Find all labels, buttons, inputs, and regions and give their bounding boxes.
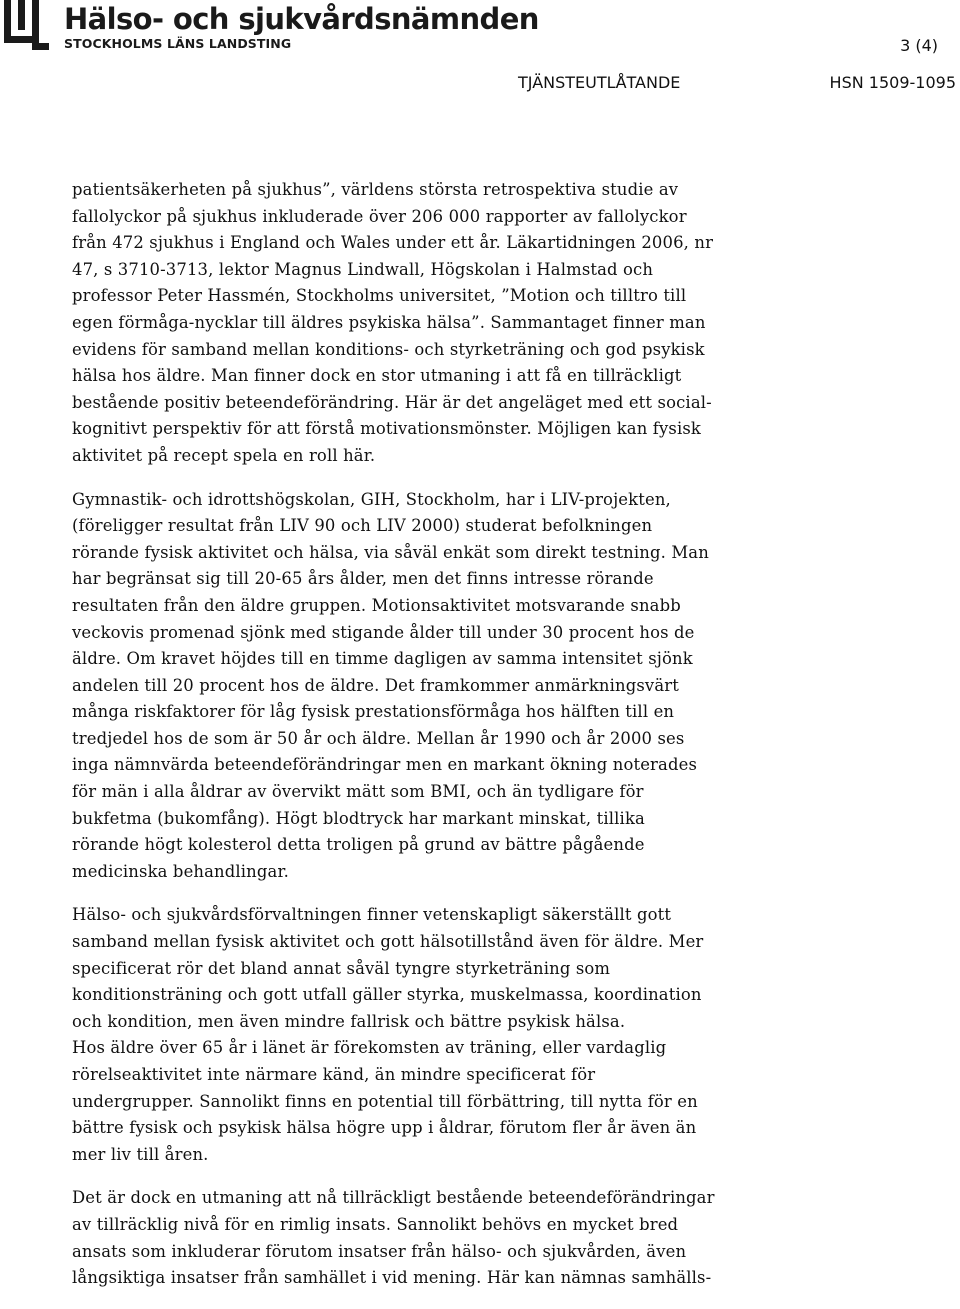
text-line: ansats som inkluderar förutom insatser från hälso- och sjukvården, även xyxy=(72,1241,687,1261)
organization-subtitle: STOCKHOLMS LÄNS LANDSTING xyxy=(64,36,292,51)
text-line: (föreligger resultat från LIV 90 och LIV 2000) studerat befolkningen xyxy=(72,516,653,536)
text-line: Det är dock en utmaning att nå tillräckligt bestående beteendeförändringar xyxy=(72,1188,715,1208)
text-line: bukfetma (bukomfång). Högt blodtryck har markant minskat, tillika xyxy=(72,808,645,828)
text-line: Hälso- och sjukvårdsförvaltningen finner vetenskapligt säkerställt gott xyxy=(72,905,672,925)
text-line: många riskfaktorer för låg fysisk prestationsförmåga hos hälften till en xyxy=(72,702,675,722)
page-number: 3 (4) xyxy=(900,36,938,55)
text-line: evidens för samband mellan konditions- och styrketräning och god psykisk xyxy=(72,339,705,359)
text-line: rörelseaktivitet inte närmare känd, än mindre specificerat för xyxy=(72,1065,596,1084)
text-line: Gymnastik- och idrottshögskolan, GIH, Stockholm, har i LIV-projekten, xyxy=(72,489,671,509)
body-paragraph xyxy=(72,177,772,470)
body-paragraph xyxy=(72,487,772,886)
text-line: konditionsträning och gott utfall gäller styrka, muskelmassa, koordination xyxy=(72,985,702,1005)
text-line: medicinska behandlingar. xyxy=(72,861,289,881)
text-line: bättre fysisk och psykisk hälsa högre upp i åldrar, förutom fler år även än xyxy=(72,1118,697,1138)
text-line: har begränsat sig till 20-65 års ålder, men det finns intresse rörande xyxy=(72,569,654,589)
text-line: andelen till 20 procent hos de äldre. Det framkommer anmärkningsvärt xyxy=(72,675,679,695)
text-line: resultaten från den äldre gruppen. Motionsaktivitet motsvarande snabb xyxy=(72,595,681,615)
text-line: Hos äldre över 65 år i länet är förekomsten av träning, eller vardaglig xyxy=(72,1038,667,1058)
text-line: tredjedel hos de som är 50 år och äldre. Mellan år 1990 och år 2000 ses xyxy=(72,728,685,748)
text-line: hälsa hos äldre. Man finner dock en stor utmaning i att få en tillräckligt xyxy=(72,366,682,386)
body-paragraph xyxy=(72,1185,772,1291)
text-line: fallolyckor på sjukhus inkluderade över 206 000 rapporter av fallolyckor xyxy=(72,206,687,226)
text-line: rörande fysisk aktivitet och hälsa, via såväl enkät som direkt testning. Man xyxy=(72,542,709,562)
document-body xyxy=(72,177,772,1309)
text-line: egen förmåga-nycklar till äldres psykiska hälsa”. Sammantaget finner man xyxy=(72,312,706,332)
text-line: inga nämnvärda beteendeförändringar men en markant ökning noterades xyxy=(72,755,698,775)
text-line: kognitivt perspektiv för att förstå motivationsmönster. Möjligen kan fysisk xyxy=(72,419,701,439)
text-line: patientsäkerheten på sjukhus”, världens största retrospektiva studie av xyxy=(72,180,679,199)
text-line: av tillräcklig nivå för en rimlig insats. Sannolikt behövs en mycket bred xyxy=(72,1214,679,1234)
body-paragraph xyxy=(72,902,772,1168)
text-line: från 472 sjukhus i England och Wales under ett år. Läkartidningen 2006, nr xyxy=(72,233,714,253)
text-line: professor Peter Hassmén, Stockholms universitet, ”Motion och tilltro till xyxy=(72,286,687,306)
text-line: för män i alla åldrar av övervikt mätt som BMI, och än tydligare för xyxy=(72,782,644,802)
text-line: långsiktiga insatser från samhället i vid mening. Här kan nämnas samhälls- xyxy=(72,1268,712,1288)
text-line: mer liv till åren. xyxy=(72,1144,209,1164)
text-line: äldre. Om kravet höjdes till en timme dagligen av samma intensitet sjönk xyxy=(72,649,693,669)
text-line: specificerat rör det bland annat såväl tyngre styrketräning som xyxy=(72,958,611,978)
text-line: rörande högt kolesterol detta troligen på grund av bättre pågående xyxy=(72,835,645,855)
text-line: bestående positiv beteendeförändring. Här är det angeläget med ett social- xyxy=(72,392,712,412)
text-line: undergrupper. Sannolikt finns en potential till förbättring, till nytta för en xyxy=(72,1091,698,1111)
text-line: och kondition, men även mindre fallrisk och bättre psykisk hälsa. xyxy=(72,1011,626,1031)
landsting-logo-icon xyxy=(2,0,50,50)
text-line: samband mellan fysisk aktivitet och gott hälsotillstånd även för äldre. Mer xyxy=(72,932,704,952)
text-line: 47, s 3710-3713, lektor Magnus Lindwall, Högskolan i Halmstad och xyxy=(72,259,654,279)
document-reference: HSN 1509-1095 xyxy=(829,73,956,92)
organization-name: Hälso- och sjukvårdsnämnden xyxy=(64,2,539,36)
document-type: TJÄNSTEUTLÅTANDE xyxy=(518,73,681,92)
text-line: veckovis promenad sjönk med stigande ålder till under 30 procent hos de xyxy=(72,622,695,642)
text-line: aktivitet på recept spela en roll här. xyxy=(72,445,376,465)
